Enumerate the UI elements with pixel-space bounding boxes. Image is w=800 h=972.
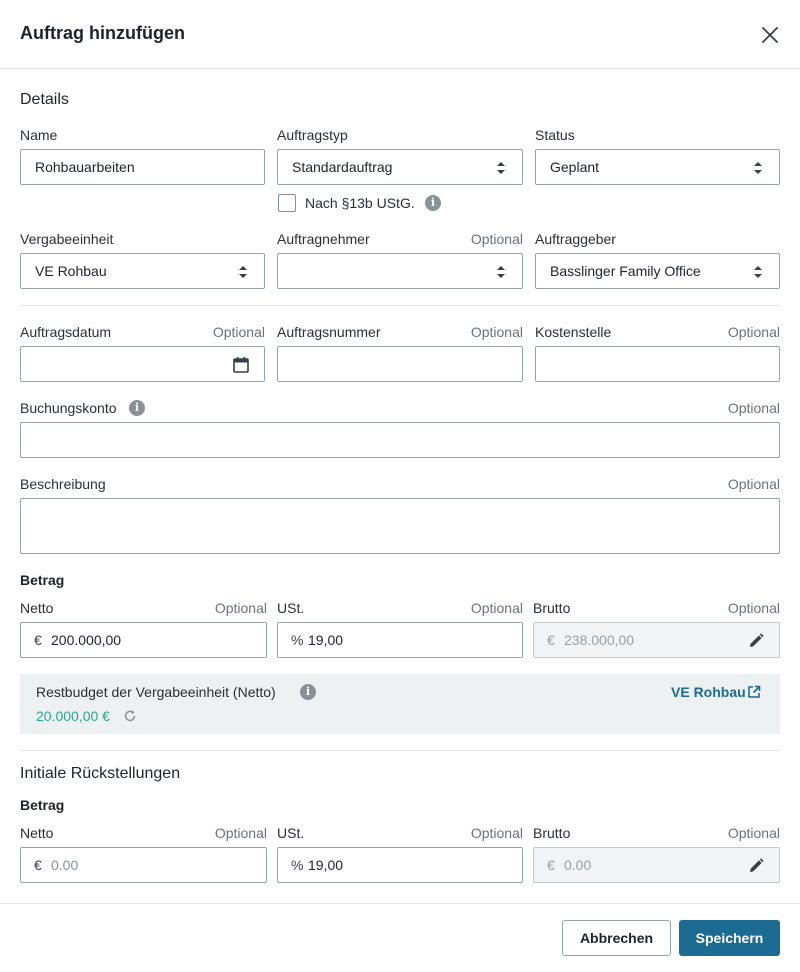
optional-label: Optional <box>214 825 267 841</box>
ust-label: USt. <box>277 600 305 616</box>
pencil-icon[interactable] <box>747 857 765 875</box>
optional-label: Optional <box>214 600 267 616</box>
checkbox-13b-label: Nach §13b UStG. <box>305 195 415 211</box>
auftragsdatum-label: Auftragsdatum <box>20 324 112 340</box>
section-title-rueckstellungen: Initiale Rückstellungen <box>20 765 181 782</box>
status-value: Geplant <box>550 159 600 175</box>
restbudget-panel <box>20 674 780 734</box>
optional-label: Optional <box>727 600 780 616</box>
auftraggeber-select[interactable] <box>535 253 780 289</box>
auftragstyp-label: Auftragstyp <box>277 127 348 143</box>
info-icon[interactable]: i <box>129 400 145 416</box>
currency-prefix: € <box>547 857 555 873</box>
select-arrows-icon <box>238 265 248 279</box>
status-select[interactable] <box>535 149 780 185</box>
ust-input[interactable] <box>277 622 523 658</box>
ust-value: 19,00 <box>308 632 344 648</box>
auftraggeber-value: Basslinger Family Office <box>550 263 701 279</box>
currency-prefix: € <box>34 632 42 648</box>
rueck-netto-label: Netto <box>20 825 54 841</box>
divider <box>20 750 780 751</box>
percent-prefix: % <box>291 632 304 648</box>
select-arrows-icon <box>753 161 763 175</box>
beschreibung-textarea[interactable] <box>20 498 780 554</box>
dialog-header <box>0 0 800 69</box>
name-value: Rohbauarbeiten <box>35 159 135 175</box>
vergabeeinheit-select[interactable] <box>20 253 265 289</box>
dialog-title: Auftrag hinzufügen <box>20 23 185 43</box>
vergabeeinheit-value: VE Rohbau <box>35 263 107 279</box>
betrag-title: Betrag <box>20 572 65 588</box>
brutto-label: Brutto <box>533 600 571 616</box>
kostenstelle-input[interactable] <box>535 346 780 382</box>
refresh-icon[interactable] <box>123 709 137 723</box>
brutto-input <box>533 622 780 658</box>
brutto-value: 238.000,00 <box>564 632 635 648</box>
kostenstelle-label: Kostenstelle <box>535 324 612 340</box>
auftragsdatum-input[interactable] <box>20 346 265 382</box>
optional-label: Optional <box>470 600 523 616</box>
rueck-ust-value: 19,00 <box>308 857 344 873</box>
external-link-icon[interactable] <box>747 685 761 699</box>
optional-label: Optional <box>727 476 780 492</box>
rueck-netto-value: 0.00 <box>51 857 79 873</box>
auftragsnummer-label: Auftragsnummer <box>277 324 381 340</box>
percent-prefix: % <box>291 857 304 873</box>
auftragnehmer-select[interactable] <box>277 253 523 289</box>
calendar-icon[interactable] <box>232 356 250 374</box>
rueck-brutto-label: Brutto <box>533 825 571 841</box>
currency-prefix: € <box>34 857 42 873</box>
buchungskonto-input[interactable] <box>20 422 780 458</box>
optional-label: Optional <box>470 231 523 247</box>
beschreibung-label: Beschreibung <box>20 476 106 492</box>
optional-label: Optional <box>470 825 523 841</box>
divider <box>20 305 780 306</box>
select-arrows-icon <box>753 265 763 279</box>
rueck-ust-label: USt. <box>277 825 305 841</box>
ve-rohbau-link[interactable]: VE Rohbau <box>671 684 746 700</box>
optional-label: Optional <box>470 324 523 340</box>
optional-label: Optional <box>727 825 780 841</box>
close-icon[interactable] <box>756 21 784 49</box>
buchungskonto-label: Buchungskonto <box>20 400 117 416</box>
netto-value: 200.000,00 <box>51 632 122 648</box>
status-label: Status <box>535 127 575 143</box>
optional-label: Optional <box>727 324 780 340</box>
rueck-ust-input[interactable] <box>277 847 523 883</box>
vergabeeinheit-label: Vergabeeinheit <box>20 231 114 247</box>
rueck-brutto-input <box>533 847 780 883</box>
optional-label: Optional <box>212 324 265 340</box>
cancel-button[interactable]: Abbrechen <box>562 920 671 956</box>
netto-label: Netto <box>20 600 54 616</box>
name-label: Name <box>20 127 58 143</box>
auftragnehmer-label: Auftragnehmer <box>277 231 370 247</box>
dialog-footer <box>0 903 800 972</box>
rueckstellungen-betrag-title: Betrag <box>20 797 65 813</box>
rueck-netto-input[interactable] <box>20 847 267 883</box>
section-title-details: Details <box>20 91 69 108</box>
pencil-icon[interactable] <box>747 632 765 650</box>
restbudget-label: Restbudget der Vergabeeinheit (Netto) <box>36 684 276 700</box>
currency-prefix: € <box>547 632 555 648</box>
netto-input[interactable] <box>20 622 267 658</box>
name-input[interactable] <box>20 149 265 185</box>
optional-label: Optional <box>727 400 780 416</box>
restbudget-value: 20.000,00 € <box>36 708 110 724</box>
auftragsnummer-input[interactable] <box>277 346 523 382</box>
info-icon[interactable]: i <box>425 195 441 211</box>
select-arrows-icon <box>496 265 506 279</box>
auftraggeber-label: Auftraggeber <box>535 231 616 247</box>
rueck-brutto-value: 0.00 <box>564 857 592 873</box>
info-icon[interactable]: i <box>300 684 316 700</box>
save-button[interactable]: Speichern <box>679 920 780 956</box>
select-arrows-icon <box>496 161 506 175</box>
auftragstyp-select[interactable] <box>277 149 523 185</box>
auftragstyp-value: Standardauftrag <box>292 159 393 175</box>
checkbox-13b[interactable] <box>278 194 296 212</box>
